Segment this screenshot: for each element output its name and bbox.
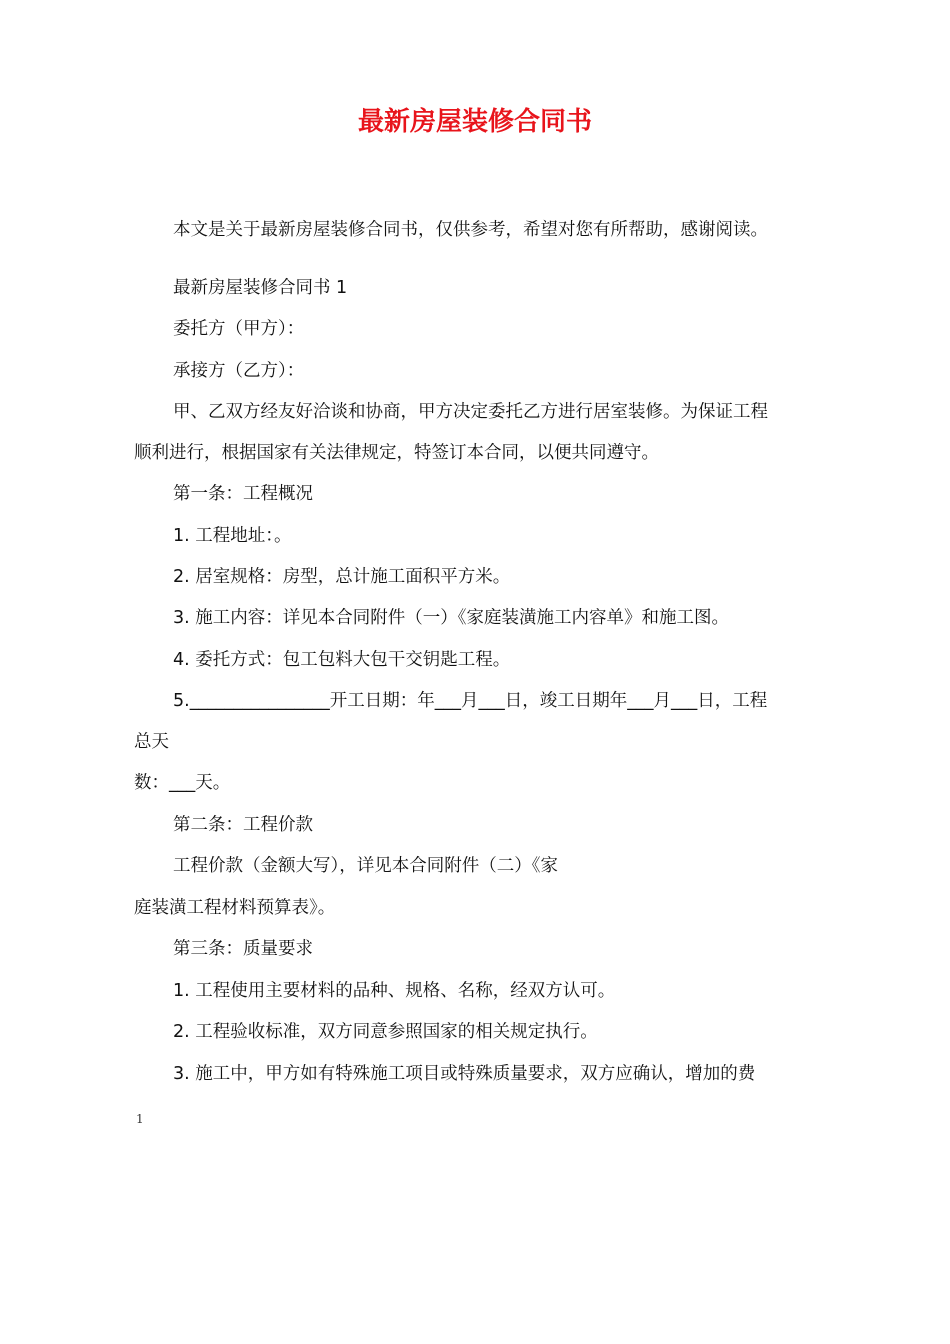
article-1-item-4: 4. 委托方式：包工包料大包干交钥匙工程。 bbox=[173, 650, 511, 670]
article-3-item-3: 3. 施工中，甲方如有特殊施工项目或特殊质量要求，双方应确认，增加的费 bbox=[173, 1064, 756, 1084]
article-1-heading: 第一条：工程概况 bbox=[173, 484, 313, 504]
article-1-item-2: 2. 居室规格：房型，总计施工面积平方米。 bbox=[173, 567, 511, 587]
article-1-item-5: 5.________________开工日期：年___月___日，竣工日期年___月___日，工程 bbox=[173, 691, 768, 711]
preamble-line-1: 甲、乙双方经友好洽谈和协商，甲方决定委托乙方进行居室装修。为保证工程 bbox=[173, 402, 768, 422]
article-2-text-2: 庭装潢工程材料预算表》。 bbox=[134, 898, 336, 918]
article-3-item-2: 2. 工程验收标准，双方同意参照国家的相关规定执行。 bbox=[173, 1022, 598, 1042]
article-3-heading: 第三条：质量要求 bbox=[173, 939, 313, 959]
party-b-label: 承接方（乙方）： bbox=[173, 361, 305, 381]
document-title: 最新房屋装修合同书 bbox=[357, 107, 592, 137]
article-3-item-1: 1. 工程使用主要材料的品种、规格、名称，经双方认可。 bbox=[173, 981, 616, 1001]
article-1-item-3: 3. 施工内容：详见本合同附件（一）《家庭装潢施工内容单》和施工图。 bbox=[173, 608, 730, 628]
article-1-item-5-cont-1: 总天 bbox=[134, 732, 169, 752]
article-1-item-5-cont-2: 数：___天。 bbox=[134, 773, 231, 793]
contract-heading: 最新房屋装修合同书 1 bbox=[173, 278, 348, 298]
intro-text: 本文是关于最新房屋装修合同书，仅供参考，希望对您有所帮助，感谢阅读。 bbox=[173, 220, 768, 240]
preamble-line-2: 顺利进行，根据国家有关法律规定，特签订本合同，以便共同遵守。 bbox=[134, 443, 659, 463]
article-2-heading: 第二条：工程价款 bbox=[173, 815, 313, 835]
article-1-item-1: 1. 工程地址：。 bbox=[173, 526, 292, 546]
party-a-label: 委托方（甲方）： bbox=[173, 319, 305, 339]
page-number: 1 bbox=[136, 1112, 144, 1126]
article-2-text-1: 工程价款（金额大写），详见本合同附件（二）《家 bbox=[173, 856, 558, 876]
